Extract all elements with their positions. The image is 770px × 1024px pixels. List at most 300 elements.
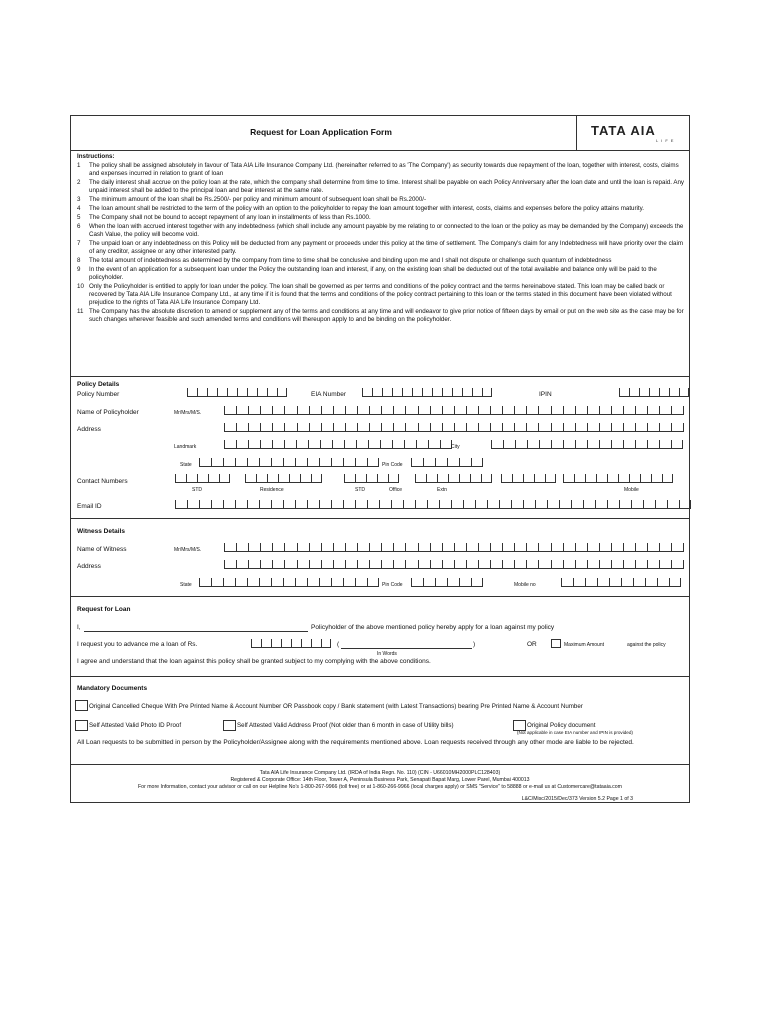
character-box[interactable] xyxy=(309,406,321,415)
character-box[interactable] xyxy=(563,474,574,483)
character-box[interactable] xyxy=(466,543,478,552)
character-box[interactable] xyxy=(297,543,309,552)
character-box[interactable] xyxy=(587,440,599,449)
character-box[interactable] xyxy=(491,440,503,449)
character-box[interactable] xyxy=(357,423,369,432)
character-box[interactable] xyxy=(575,543,587,552)
character-box[interactable] xyxy=(587,406,599,415)
character-box[interactable] xyxy=(415,474,426,483)
character-box[interactable] xyxy=(418,406,430,415)
character-box[interactable] xyxy=(405,560,417,569)
character-box[interactable] xyxy=(490,406,502,415)
character-box[interactable] xyxy=(381,423,393,432)
character-box[interactable] xyxy=(595,500,607,509)
character-box[interactable] xyxy=(538,406,550,415)
character-box[interactable] xyxy=(667,500,679,509)
character-box[interactable] xyxy=(355,474,366,483)
character-box[interactable] xyxy=(248,423,260,432)
character-box[interactable] xyxy=(307,458,319,467)
character-box[interactable] xyxy=(679,388,689,397)
character-box[interactable] xyxy=(369,560,381,569)
character-box[interactable] xyxy=(514,560,526,569)
character-box[interactable] xyxy=(277,388,287,397)
character-box[interactable] xyxy=(633,578,645,587)
character-box[interactable] xyxy=(471,458,483,467)
city-field[interactable] xyxy=(491,440,683,450)
character-box[interactable] xyxy=(442,560,454,569)
character-box[interactable] xyxy=(343,578,355,587)
character-box[interactable] xyxy=(599,543,611,552)
character-box[interactable] xyxy=(368,440,380,449)
character-box[interactable] xyxy=(300,474,311,483)
character-box[interactable] xyxy=(439,500,451,509)
character-box[interactable] xyxy=(547,500,559,509)
character-box[interactable] xyxy=(404,440,416,449)
character-box[interactable] xyxy=(247,500,259,509)
character-box[interactable] xyxy=(669,578,681,587)
character-box[interactable] xyxy=(647,543,659,552)
witness-name-field[interactable] xyxy=(224,543,684,553)
character-box[interactable] xyxy=(428,440,440,449)
character-box[interactable] xyxy=(260,543,272,552)
character-box[interactable] xyxy=(345,406,357,415)
character-box[interactable] xyxy=(332,440,344,449)
character-box[interactable] xyxy=(502,406,514,415)
character-box[interactable] xyxy=(393,543,405,552)
witness-address-field[interactable] xyxy=(224,560,684,570)
character-box[interactable] xyxy=(331,500,343,509)
character-box[interactable] xyxy=(430,560,442,569)
maximum-amount-checkbox[interactable] xyxy=(551,639,561,648)
character-box[interactable] xyxy=(260,440,272,449)
character-box[interactable] xyxy=(478,406,490,415)
character-box[interactable] xyxy=(514,423,526,432)
character-box[interactable] xyxy=(271,458,283,467)
character-box[interactable] xyxy=(272,560,284,569)
character-box[interactable] xyxy=(551,423,563,432)
character-box[interactable] xyxy=(472,388,482,397)
character-box[interactable] xyxy=(442,406,454,415)
character-box[interactable] xyxy=(283,458,295,467)
character-box[interactable] xyxy=(459,458,471,467)
character-box[interactable] xyxy=(539,440,551,449)
character-box[interactable] xyxy=(502,560,514,569)
applicant-name-line[interactable] xyxy=(84,622,308,632)
character-box[interactable] xyxy=(659,423,671,432)
character-box[interactable] xyxy=(381,543,393,552)
character-box[interactable] xyxy=(307,578,319,587)
character-box[interactable] xyxy=(621,578,633,587)
character-box[interactable] xyxy=(248,440,260,449)
character-box[interactable] xyxy=(451,500,463,509)
character-box[interactable] xyxy=(321,560,333,569)
character-box[interactable] xyxy=(435,458,447,467)
character-box[interactable] xyxy=(466,423,478,432)
character-box[interactable] xyxy=(236,423,248,432)
character-box[interactable] xyxy=(585,474,596,483)
character-box[interactable] xyxy=(259,578,271,587)
character-box[interactable] xyxy=(380,440,392,449)
character-box[interactable] xyxy=(223,578,235,587)
character-box[interactable] xyxy=(367,458,379,467)
character-box[interactable] xyxy=(611,406,623,415)
character-box[interactable] xyxy=(575,560,587,569)
character-box[interactable] xyxy=(411,458,423,467)
character-box[interactable] xyxy=(526,406,538,415)
character-box[interactable] xyxy=(247,388,257,397)
character-box[interactable] xyxy=(372,388,382,397)
character-box[interactable] xyxy=(381,406,393,415)
character-box[interactable] xyxy=(186,474,197,483)
character-box[interactable] xyxy=(343,458,355,467)
character-box[interactable] xyxy=(426,474,437,483)
character-box[interactable] xyxy=(343,500,355,509)
character-box[interactable] xyxy=(355,458,367,467)
character-box[interactable] xyxy=(405,543,417,552)
character-box[interactable] xyxy=(563,440,575,449)
witness-state-field[interactable] xyxy=(199,578,379,588)
character-box[interactable] xyxy=(635,423,647,432)
character-box[interactable] xyxy=(267,388,277,397)
character-box[interactable] xyxy=(448,474,459,483)
character-box[interactable] xyxy=(482,388,492,397)
character-box[interactable] xyxy=(357,543,369,552)
character-box[interactable] xyxy=(619,388,629,397)
character-box[interactable] xyxy=(271,500,283,509)
character-box[interactable] xyxy=(478,423,490,432)
character-box[interactable] xyxy=(319,458,331,467)
character-box[interactable] xyxy=(311,474,322,483)
character-box[interactable] xyxy=(432,388,442,397)
character-box[interactable] xyxy=(412,388,422,397)
character-box[interactable] xyxy=(430,406,442,415)
character-box[interactable] xyxy=(523,474,534,483)
character-box[interactable] xyxy=(659,560,671,569)
character-box[interactable] xyxy=(437,474,448,483)
policyholder-name-field[interactable] xyxy=(224,406,684,416)
character-box[interactable] xyxy=(393,423,405,432)
character-box[interactable] xyxy=(333,406,345,415)
character-box[interactable] xyxy=(416,440,428,449)
character-box[interactable] xyxy=(645,578,657,587)
character-box[interactable] xyxy=(585,578,597,587)
character-box[interactable] xyxy=(402,388,412,397)
character-box[interactable] xyxy=(659,388,669,397)
character-box[interactable] xyxy=(551,406,563,415)
character-box[interactable] xyxy=(197,388,207,397)
character-box[interactable] xyxy=(478,560,490,569)
character-box[interactable] xyxy=(391,500,403,509)
character-box[interactable] xyxy=(571,500,583,509)
character-box[interactable] xyxy=(671,423,683,432)
address-proof-checkbox[interactable] xyxy=(223,720,236,731)
character-box[interactable] xyxy=(466,560,478,569)
photo-id-checkbox[interactable] xyxy=(75,720,88,731)
character-box[interactable] xyxy=(599,560,611,569)
character-box[interactable] xyxy=(599,423,611,432)
character-box[interactable] xyxy=(283,578,295,587)
character-box[interactable] xyxy=(256,474,267,483)
character-box[interactable] xyxy=(639,388,649,397)
character-box[interactable] xyxy=(427,500,439,509)
character-box[interactable] xyxy=(321,639,331,648)
character-box[interactable] xyxy=(223,458,235,467)
character-box[interactable] xyxy=(187,500,199,509)
character-box[interactable] xyxy=(211,578,223,587)
character-box[interactable] xyxy=(490,423,502,432)
character-box[interactable] xyxy=(333,423,345,432)
character-box[interactable] xyxy=(422,388,432,397)
character-box[interactable] xyxy=(260,560,272,569)
character-box[interactable] xyxy=(643,500,655,509)
character-box[interactable] xyxy=(502,423,514,432)
character-box[interactable] xyxy=(563,543,575,552)
character-box[interactable] xyxy=(559,500,571,509)
extension-field[interactable] xyxy=(501,474,556,484)
eia-number-field[interactable] xyxy=(362,388,492,398)
character-box[interactable] xyxy=(331,578,343,587)
character-box[interactable] xyxy=(515,440,527,449)
character-box[interactable] xyxy=(526,423,538,432)
character-box[interactable] xyxy=(454,543,466,552)
character-box[interactable] xyxy=(657,578,669,587)
character-box[interactable] xyxy=(297,560,309,569)
character-box[interactable] xyxy=(284,560,296,569)
character-box[interactable] xyxy=(211,500,223,509)
character-box[interactable] xyxy=(671,406,683,415)
character-box[interactable] xyxy=(587,423,599,432)
character-box[interactable] xyxy=(490,543,502,552)
character-box[interactable] xyxy=(640,474,651,483)
character-box[interactable] xyxy=(611,560,623,569)
character-box[interactable] xyxy=(635,543,647,552)
character-box[interactable] xyxy=(296,440,308,449)
character-box[interactable] xyxy=(647,406,659,415)
office-phone-field[interactable] xyxy=(415,474,492,484)
character-box[interactable] xyxy=(236,406,248,415)
character-box[interactable] xyxy=(452,388,462,397)
character-box[interactable] xyxy=(635,406,647,415)
character-box[interactable] xyxy=(321,543,333,552)
character-box[interactable] xyxy=(405,423,417,432)
character-box[interactable] xyxy=(597,578,609,587)
character-box[interactable] xyxy=(272,440,284,449)
character-box[interactable] xyxy=(309,423,321,432)
character-box[interactable] xyxy=(538,543,550,552)
character-box[interactable] xyxy=(470,474,481,483)
character-box[interactable] xyxy=(357,560,369,569)
character-box[interactable] xyxy=(503,440,515,449)
character-box[interactable] xyxy=(245,474,256,483)
character-box[interactable] xyxy=(367,578,379,587)
character-box[interactable] xyxy=(623,560,635,569)
character-box[interactable] xyxy=(454,423,466,432)
character-box[interactable] xyxy=(235,500,247,509)
character-box[interactable] xyxy=(679,500,691,509)
character-box[interactable] xyxy=(415,500,427,509)
ipin-field[interactable] xyxy=(619,388,689,398)
character-box[interactable] xyxy=(611,423,623,432)
character-box[interactable] xyxy=(319,500,331,509)
character-box[interactable] xyxy=(647,440,659,449)
character-box[interactable] xyxy=(224,406,236,415)
character-box[interactable] xyxy=(345,560,357,569)
character-box[interactable] xyxy=(462,388,472,397)
character-box[interactable] xyxy=(671,440,683,449)
landmark-field[interactable] xyxy=(224,440,452,450)
character-box[interactable] xyxy=(651,474,662,483)
character-box[interactable] xyxy=(659,440,671,449)
loan-amount-field[interactable] xyxy=(251,639,331,649)
character-box[interactable] xyxy=(463,500,475,509)
pin-code-field[interactable] xyxy=(411,458,483,468)
character-box[interactable] xyxy=(199,500,211,509)
character-box[interactable] xyxy=(235,458,247,467)
character-box[interactable] xyxy=(301,639,311,648)
character-box[interactable] xyxy=(534,474,545,483)
character-box[interactable] xyxy=(514,406,526,415)
character-box[interactable] xyxy=(356,440,368,449)
character-box[interactable] xyxy=(659,543,671,552)
character-box[interactable] xyxy=(423,458,435,467)
character-box[interactable] xyxy=(512,474,523,483)
character-box[interactable] xyxy=(308,440,320,449)
character-box[interactable] xyxy=(459,578,471,587)
witness-mobile-field[interactable] xyxy=(561,578,681,588)
character-box[interactable] xyxy=(573,578,585,587)
character-box[interactable] xyxy=(418,423,430,432)
character-box[interactable] xyxy=(281,639,291,648)
character-box[interactable] xyxy=(447,578,459,587)
character-box[interactable] xyxy=(224,423,236,432)
character-box[interactable] xyxy=(478,543,490,552)
character-box[interactable] xyxy=(635,560,647,569)
character-box[interactable] xyxy=(671,543,683,552)
character-box[interactable] xyxy=(523,500,535,509)
character-box[interactable] xyxy=(502,543,514,552)
character-box[interactable] xyxy=(647,423,659,432)
character-box[interactable] xyxy=(319,578,331,587)
character-box[interactable] xyxy=(466,406,478,415)
character-box[interactable] xyxy=(526,560,538,569)
character-box[interactable] xyxy=(284,406,296,415)
character-box[interactable] xyxy=(344,474,355,483)
character-box[interactable] xyxy=(411,578,423,587)
character-box[interactable] xyxy=(219,474,230,483)
character-box[interactable] xyxy=(237,388,247,397)
std-residence-field[interactable] xyxy=(175,474,230,484)
character-box[interactable] xyxy=(538,560,550,569)
character-box[interactable] xyxy=(278,474,289,483)
character-box[interactable] xyxy=(309,560,321,569)
character-box[interactable] xyxy=(459,474,470,483)
character-box[interactable] xyxy=(307,500,319,509)
character-box[interactable] xyxy=(447,458,459,467)
character-box[interactable] xyxy=(583,500,595,509)
character-box[interactable] xyxy=(471,578,483,587)
address-line-1-field[interactable] xyxy=(224,423,684,433)
character-box[interactable] xyxy=(355,578,367,587)
character-box[interactable] xyxy=(259,458,271,467)
character-box[interactable] xyxy=(344,440,356,449)
character-box[interactable] xyxy=(260,423,272,432)
character-box[interactable] xyxy=(501,474,512,483)
character-box[interactable] xyxy=(272,406,284,415)
character-box[interactable] xyxy=(333,560,345,569)
character-box[interactable] xyxy=(211,458,223,467)
character-box[interactable] xyxy=(345,543,357,552)
character-box[interactable] xyxy=(454,406,466,415)
character-box[interactable] xyxy=(297,406,309,415)
character-box[interactable] xyxy=(587,560,599,569)
character-box[interactable] xyxy=(629,388,639,397)
character-box[interactable] xyxy=(563,423,575,432)
character-box[interactable] xyxy=(487,500,499,509)
std-office-field[interactable] xyxy=(344,474,399,484)
character-box[interactable] xyxy=(599,406,611,415)
character-box[interactable] xyxy=(311,639,321,648)
character-box[interactable] xyxy=(369,423,381,432)
character-box[interactable] xyxy=(659,406,671,415)
character-box[interactable] xyxy=(418,560,430,569)
character-box[interactable] xyxy=(403,500,415,509)
character-box[interactable] xyxy=(284,543,296,552)
character-box[interactable] xyxy=(609,578,621,587)
character-box[interactable] xyxy=(345,423,357,432)
character-box[interactable] xyxy=(362,388,372,397)
character-box[interactable] xyxy=(297,423,309,432)
character-box[interactable] xyxy=(260,406,272,415)
character-box[interactable] xyxy=(442,543,454,552)
character-box[interactable] xyxy=(499,500,511,509)
character-box[interactable] xyxy=(526,543,538,552)
character-box[interactable] xyxy=(236,440,248,449)
residence-phone-field[interactable] xyxy=(245,474,322,484)
character-box[interactable] xyxy=(261,639,271,648)
character-box[interactable] xyxy=(369,406,381,415)
email-field[interactable] xyxy=(175,500,691,510)
character-box[interactable] xyxy=(208,474,219,483)
character-box[interactable] xyxy=(629,474,640,483)
character-box[interactable] xyxy=(248,406,260,415)
character-box[interactable] xyxy=(561,578,573,587)
character-box[interactable] xyxy=(649,388,659,397)
character-box[interactable] xyxy=(321,423,333,432)
character-box[interactable] xyxy=(618,474,629,483)
character-box[interactable] xyxy=(393,560,405,569)
character-box[interactable] xyxy=(551,543,563,552)
character-box[interactable] xyxy=(662,474,673,483)
character-box[interactable] xyxy=(175,500,187,509)
character-box[interactable] xyxy=(405,406,417,415)
character-box[interactable] xyxy=(607,474,618,483)
character-box[interactable] xyxy=(236,543,248,552)
character-box[interactable] xyxy=(418,543,430,552)
character-box[interactable] xyxy=(575,440,587,449)
character-box[interactable] xyxy=(227,388,237,397)
character-box[interactable] xyxy=(587,543,599,552)
character-box[interactable] xyxy=(596,474,607,483)
character-box[interactable] xyxy=(575,406,587,415)
character-box[interactable] xyxy=(435,578,447,587)
character-box[interactable] xyxy=(207,388,217,397)
character-box[interactable] xyxy=(187,388,197,397)
character-box[interactable] xyxy=(272,543,284,552)
character-box[interactable] xyxy=(611,440,623,449)
character-box[interactable] xyxy=(551,560,563,569)
character-box[interactable] xyxy=(490,560,502,569)
character-box[interactable] xyxy=(647,560,659,569)
